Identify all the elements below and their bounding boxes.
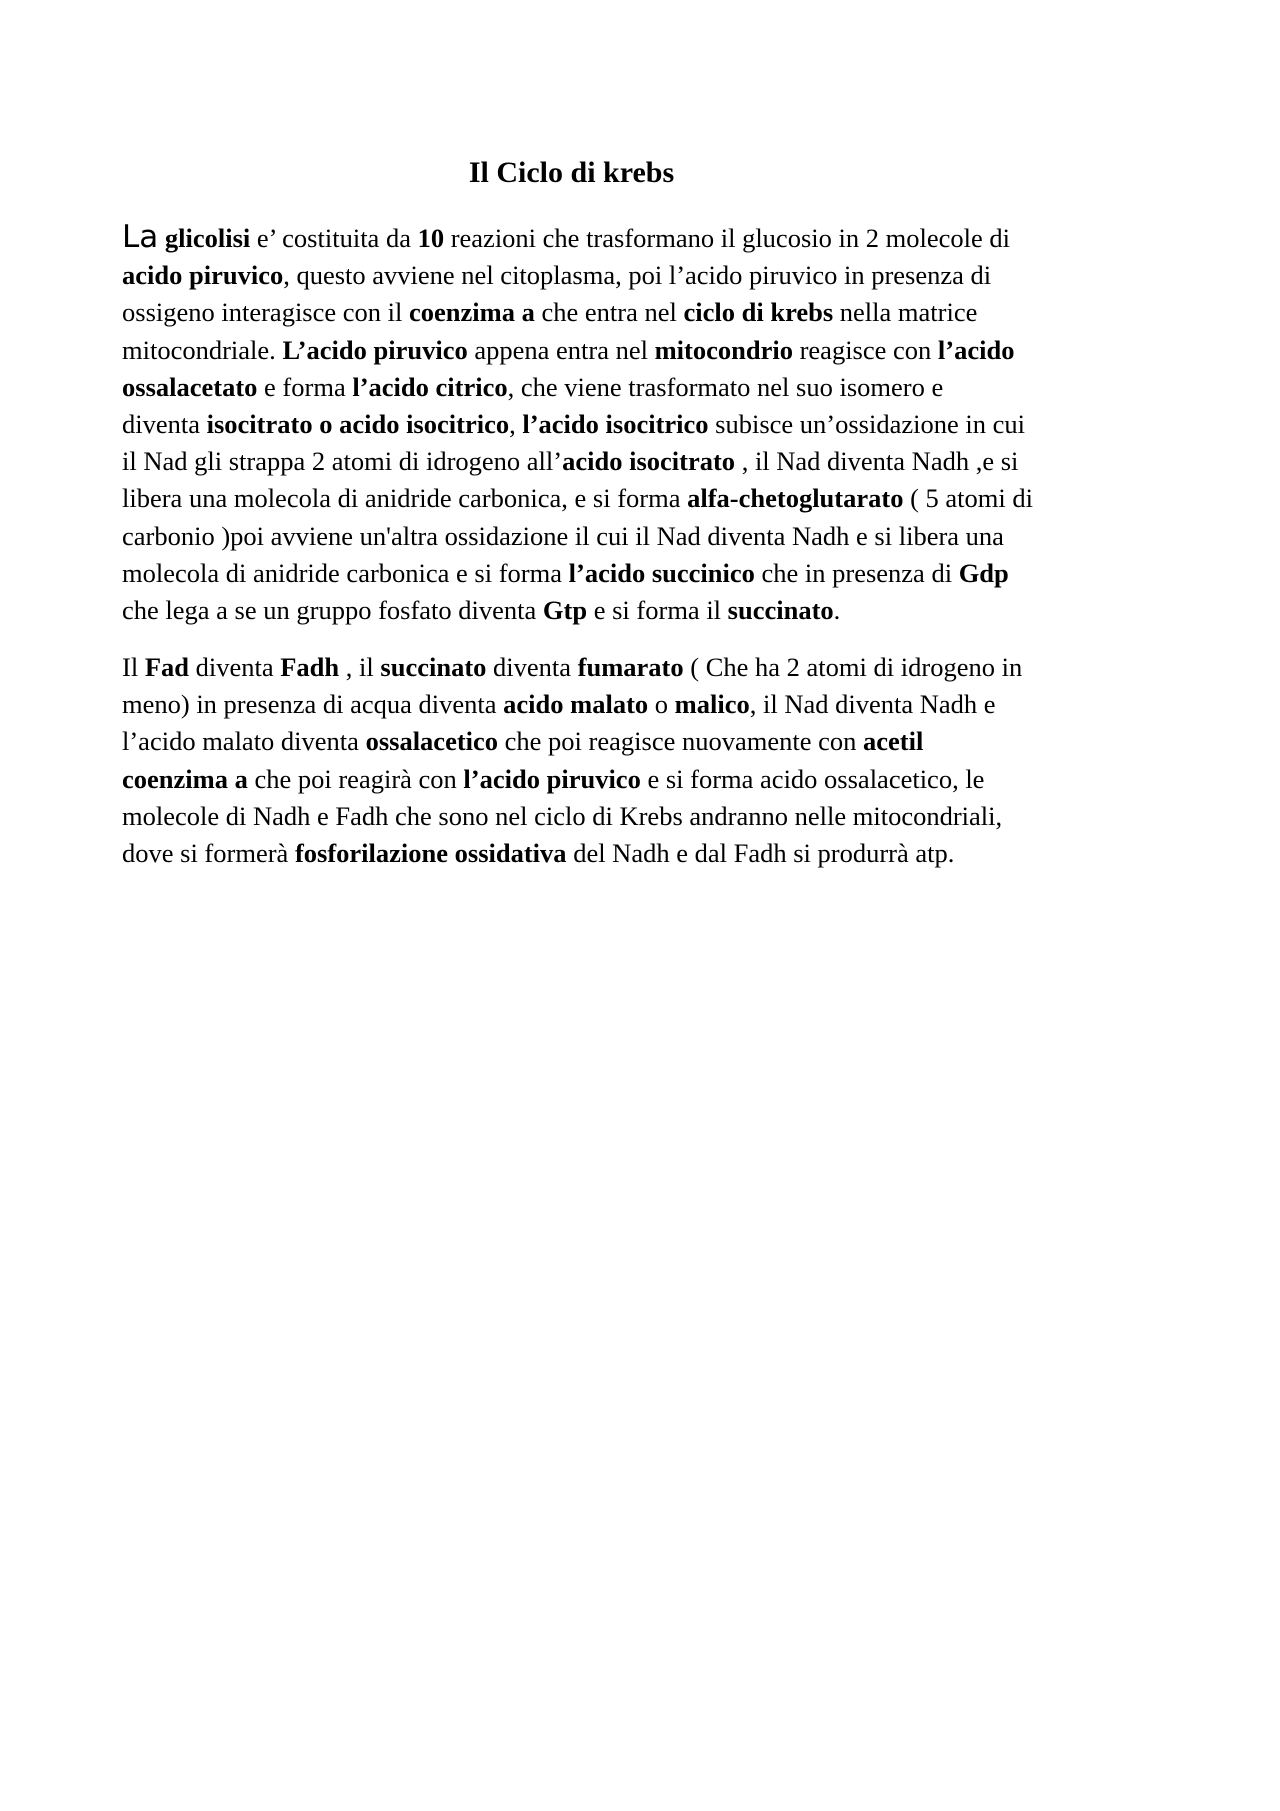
- bold-term: l’acido piruvico: [463, 763, 641, 794]
- text-run: o: [648, 689, 675, 720]
- text-run: , questo avviene nel citoplasma, poi l’acido piruvico in presenza di ossigeno interagisce con il: [122, 260, 992, 328]
- text-run: , il Nad diventa Nadh e l’acido malato diventa: [122, 689, 996, 757]
- text-run: appena entra nel: [467, 334, 655, 365]
- bold-term: succinato: [727, 595, 834, 626]
- text-run: e’ costituita da: [250, 223, 418, 253]
- bold-term: 10: [417, 223, 445, 253]
- text-run: , il: [339, 652, 381, 682]
- text-run: che entra nel: [534, 297, 684, 328]
- bold-term: ciclo di krebs: [683, 297, 834, 328]
- text-run: , il Nad diventa Nadh ,e si libera una molecola di anidride carbonica, e si forma: [122, 446, 1019, 514]
- text-run: e forma: [257, 371, 353, 402]
- text-run: reagisce con: [792, 334, 938, 365]
- bold-term: acido isocitrato: [562, 446, 736, 477]
- paragraph-fad-cycle: [122, 649, 1180, 872]
- bold-term: Gtp: [542, 595, 588, 626]
- text-run: .: [833, 595, 841, 626]
- text-run: [158, 223, 165, 253]
- bold-term: malico: [674, 689, 750, 720]
- bold-term: acido malato: [503, 689, 649, 720]
- text-run: che poi reagirà con: [247, 763, 464, 794]
- text-run: e si forma il: [587, 595, 728, 626]
- text-run: reazioni che trasformano il glucosio in 2 molecole di: [450, 223, 1010, 253]
- text-run: subisce un’ossidazione in cui il Nad gli strappa 2 atomi di idrogeno all’: [122, 409, 1025, 477]
- text-run: nella matrice mitocondriale.: [122, 297, 978, 365]
- text-run: diventa: [189, 652, 281, 682]
- bold-term: l’acido ossalacetato: [122, 334, 1015, 402]
- text-run: diventa: [486, 652, 578, 682]
- document-title: Il Ciclo di krebs: [468, 156, 675, 189]
- bold-term: Fadh: [280, 652, 340, 682]
- text-run: che poi reagisce nuovamente con: [498, 726, 863, 757]
- text-run: ( 5 atomi di carbonio )poi avviene un'altra ossidazione il cui il Nad diventa Nadh e si libera una molecola di anidride carbonica e si forma: [122, 483, 1034, 588]
- initial-word: La: [122, 219, 159, 255]
- bold-term: Fad: [144, 652, 189, 682]
- bold-term: glicolisi: [164, 223, 251, 253]
- paragraph-glycolysis: [122, 219, 1180, 629]
- bold-term: l’acido citrico: [352, 371, 508, 402]
- bold-term: ossalacetico: [365, 726, 499, 757]
- bold-term: fumarato: [577, 652, 684, 682]
- text-run: ( Che ha 2 atomi di idrogeno in meno) in presenza di acqua diventa: [122, 652, 1023, 720]
- bold-term: L’acido piruvico: [282, 334, 468, 365]
- text-run: ,: [509, 409, 523, 440]
- bold-term: succinato: [380, 652, 487, 682]
- text-run: che lega a se un gruppo fosfato diventa: [122, 595, 537, 626]
- text-run: , che viene trasformato nel suo isomero e diventa: [122, 371, 944, 440]
- text-run: Il: [122, 652, 145, 682]
- text-run: del Nadh e dal Fadh si produrrà atp.: [566, 838, 955, 869]
- bold-term: alfa-chetoglutarato: [687, 483, 904, 514]
- bold-term: isocitrato o acido isocitrico: [206, 409, 510, 440]
- text-run: che in presenza di: [754, 557, 959, 588]
- bold-term: Gdp: [958, 557, 1009, 588]
- bold-term: mitocondrio: [654, 334, 793, 365]
- bold-term: fosforilazione ossidativa: [294, 838, 567, 869]
- bold-term: l’acido succinico: [568, 557, 755, 588]
- bold-term: coenzima a: [409, 297, 535, 328]
- bold-term: l’acido isocitrico: [522, 409, 709, 440]
- bold-term: acido piruvico: [122, 260, 284, 291]
- bold-term: acetil coenzima a: [122, 726, 924, 794]
- text-run: e si forma acido ossalacetico, le molecole di Nadh e Fadh che sono nel ciclo di Krebs andranno nelle mitocondriali, dove si formerà: [122, 763, 1003, 869]
